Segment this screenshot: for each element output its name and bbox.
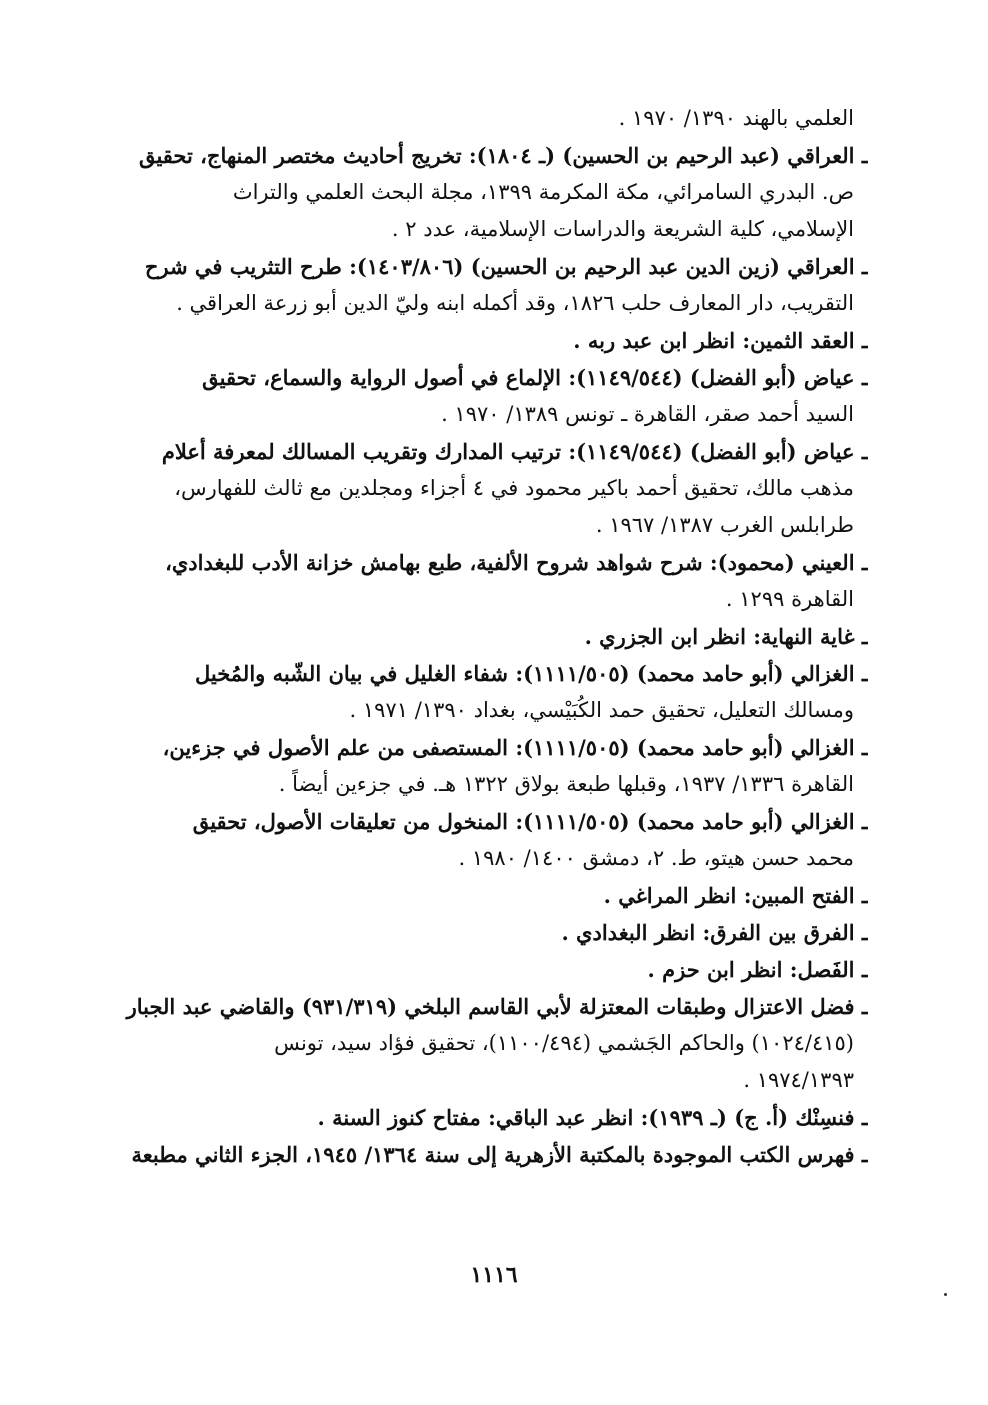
text-line: طرابلس الغرب ١٣٨٧/ ١٩٦٧ . [595,513,854,537]
text-line: ص. البدري السامرائي، مكة المكرمة ١٣٩٩، مجلة البحث العلمي والتراث [232,180,854,204]
text-line: القاهرة ١٢٩٩ . [725,587,854,611]
text-line: ـ الفرق بين الفرق: انظر البغدادي . [561,920,868,945]
scan-dot [944,1293,947,1296]
text-line: ـ فضل الاعتزال وطبقات المعتزلة لأبي القاسم البلخي (٩٣١/٣١٩) والقاضي عبد الجبار [126,994,868,1019]
text-line: ـ العيني (محمود): شرح شواهد شروح الألفية، طبع بهامش خزانة الأدب للبغدادي، [165,550,868,575]
text-line: العلمي بالهند ١٣٩٠/ ١٩٧٠ . [618,106,854,130]
text-line: ـ الفتح المبين: انظر المراغي . [603,883,868,908]
text-line: ـ العراقي (عبد الرحيم بن الحسين) (ـ ١٨٠٤): تخريج أحاديث مختصر المنهاج، تحقيق [138,143,868,168]
text-line: مذهب مالك، تحقيق أحمد باكير محمود في ٤ أجزاء ومجلدين مع ثالث للفهارس، [174,476,854,500]
text-line: (١٠٢٤/٤١٥) والحاكم الجَشمي (١١٠٠/٤٩٤)، تحقيق فؤاد سيد، تونس [274,1031,854,1055]
text-line: ـ فهرس الكتب الموجودة بالمكتبة الأزهرية إلى سنة ١٣٦٤/ ١٩٤٥، الجزء الثاني مطبعة [131,1142,868,1167]
text-line: ـ العقد الثمين: انظر ابن عبد ربه . [573,328,868,353]
text-line: محمد حسن هيتو، ط. ٢، دمشق ١٤٠٠/ ١٩٨٠ . [458,846,854,870]
text-line: ـ الغزالي (أبو حامد محمد) (١١١١/٥٠٥): المستصفى من علم الأصول في جزءين، [162,735,868,760]
text-line: ١٩٧٤/١٣٩٣ . [743,1068,854,1092]
text-line: ـ العراقي (زين الدين عبد الرحيم بن الحسين) (١٤٠٣/٨٠٦): طرح التثريب في شرح [144,254,868,279]
text-line: القاهرة ١٣٣٦/ ١٩٣٧، وقبلها طبعة بولاق ١٣٢٢ هـ. في جزءين أيضاً . [278,772,854,796]
page-number: ١١١٦ [470,1262,518,1288]
text-line: ـ الغزالي (أبو حامد محمد) (١١١١/٥٠٥): شفاء الغليل في بيان الشّبه والمُخيل [194,661,868,686]
text-line: التقريب، دار المعارف حلب ١٨٢٦، وقد أكمله ابنه وليّ الدين أبو زرعة العراقي . [176,291,854,315]
text-line: ـ الفَصل: انظر ابن حزم . [647,957,868,982]
text-line: ومسالك التعليل، تحقيق حمد الكُبَيْسي، بغداد ١٣٩٠/ ١٩٧١ . [349,698,854,722]
text-line: الإسلامي، كلية الشريعة والدراسات الإسلامية، عدد ٢ . [391,217,854,241]
text-line: ـ فنسِنْك (أ. ج) (ـ ١٩٣٩): انظر عبد الباقي: مفتاح كنوز السنة . [317,1105,868,1130]
bibliography-text [78,100,868,1173]
text-line: ـ عياض (أبو الفضل) (١١٤٩/٥٤٤): ترتيب المدارك وتقريب المسالك لمعرفة أعلام [161,439,868,464]
text-line: السيد أحمد صقر، القاهرة ـ تونس ١٣٨٩/ ١٩٧٠ . [441,402,854,426]
text-line: ـ غاية النهاية: انظر ابن الجزري . [584,624,868,649]
text-line: ـ عياض (أبو الفضل) (١١٤٩/٥٤٤): الإلماع في أصول الرواية والسماع، تحقيق [202,365,868,390]
text-line: ـ الغزالي (أبو حامد محمد) (١١١١/٥٠٥): المنخول من تعليقات الأصول، تحقيق [192,809,868,834]
